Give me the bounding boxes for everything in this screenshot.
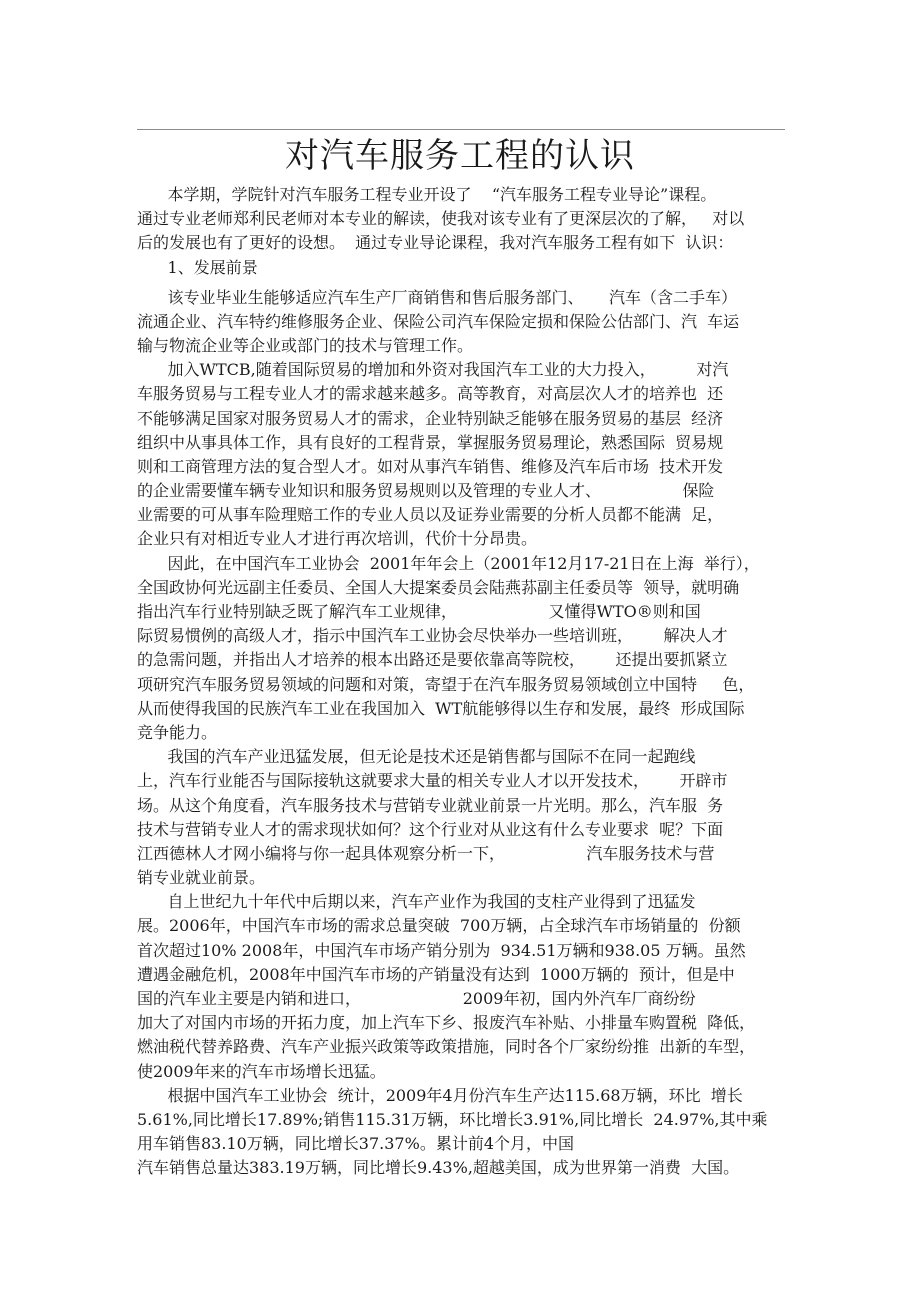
text-line: 输与物流企业等企业或部门的技术与管理工作。 bbox=[137, 335, 474, 355]
text-line: 指出汽车行业特别缺乏既了解汽车工业规律， 又懂得WTO®则和国 bbox=[137, 602, 701, 621]
text-line: 江西德林人才网小编将与你一起具体观察分析一下， 汽车服务技术与营 bbox=[137, 843, 715, 863]
text-line: 加入WTCB,随着国际贸易的增加和外资对我国汽车工业的大力投入， 对汽 bbox=[137, 360, 729, 380]
document-body bbox=[137, 183, 797, 1181]
text-line: 遭遇金融危机，2008年中国汽车市场的产销量没有达到 1000万辆的 预计，但是中 bbox=[137, 964, 735, 984]
text-line: 项研究汽车服务贸易领域的问题和对策，寄望于在汽车服务贸易领域创立中国特 色， bbox=[137, 674, 755, 694]
text-line: 汽车销售总量达383.19万辆，同比增长9.43%,超越美国，成为世界第一消费 大国。 bbox=[137, 1158, 740, 1178]
text-line: 组织中从事具体工作，具有良好的工程背景，掌握服务贸易理论，熟悉国际 贸易规 bbox=[137, 432, 724, 452]
text-line: 因此，在中国汽车工业协会 2001年年会上（2001年12月17-21日在上海 举行）， bbox=[137, 553, 760, 573]
text-line: 则和工商管理方法的复合型人才。如对从事汽车销售、维修及汽车后市场 技术开发 bbox=[137, 456, 724, 476]
text-line: 使2009年来的汽车市场增长迅猛。 bbox=[137, 1061, 386, 1081]
text-line: 竞争能力。 bbox=[137, 722, 218, 742]
text-line: 不能够满足国家对服务贸易人才的需求，企业特别缺乏能够在服务贸易的基层 经济 bbox=[137, 408, 724, 428]
text-line: 流通企业、汽车特约维修服务企业、保险公司汽车保险定损和保险公估部门、汽 车运 bbox=[137, 311, 740, 331]
text-line: 销专业就业前景。 bbox=[137, 868, 266, 888]
text-line: 我国的汽车产业迅猛发展，但无论是技术还是销售都与国际不在同一起跑线 bbox=[137, 747, 696, 767]
text-line: 技术与营销专业人才的需求现状如何？这个行业对从业这有什么专业要求 呢？下面 bbox=[137, 819, 724, 839]
text-line: 业需要的可从事车险理赔工作的专业人员以及证券业需要的分析人员都不能满 足， bbox=[137, 505, 724, 525]
text-line: 企业只有对相近专业人才进行再次培训，代价十分昂贵。 bbox=[137, 529, 538, 549]
header-rule bbox=[137, 129, 785, 130]
text-line: 用车销售83.10万辆，同比增长37.37%。累计前4个月，中国 bbox=[137, 1134, 574, 1154]
text-line: 展。2006年，中国汽车市场的需求总量突破 700万辆，占全球汽车市场销量的 份额 bbox=[137, 916, 741, 936]
text-line: 燃油税代替养路费、汽车产业振兴政策等政策措施，同时各个厂家纷纷推 出新的车型， bbox=[137, 1037, 756, 1057]
text-line: 际贸易惯例的高级人才，指示中国汽车工业协会尽快举办一些培训班， 解决人才 bbox=[137, 626, 728, 646]
text-line: 该专业毕业生能够适应汽车生产厂商销售和售后服务部门、 汽车（含二手车） bbox=[137, 287, 737, 307]
text-line: 加大了对国内市场的开拓力度，加上汽车下乡、报废汽车补贴、小排量车购置税 降低， bbox=[137, 1013, 756, 1033]
text-line: 通过专业老师郑利民老师对本专业的解读，使我对该专业有了更深层次的了解， 对以 bbox=[137, 209, 745, 229]
text-line: 的急需问题，并指出人才培养的根本出路还是要依靠高等院校， 还提出要抓紧立 bbox=[137, 650, 728, 670]
text-line: 5.61%,同比增长17.89%;销售115.31万辆，环比增长3.91%,同比增长 24.97%,其中乘 bbox=[137, 1109, 768, 1129]
text-line: 首次超过10% 2008年，中国汽车市场产销分别为 934.51万辆和938.05 万辆。虽然 bbox=[137, 940, 746, 960]
text-line: 后的发展也有了更好的设想。 通过专业导论课程，我对汽车服务工程有如下 认识： bbox=[137, 233, 734, 253]
text-line: 车服务贸易与工程专业人才的需求越来越多。高等教育，对高层次人才的培养也 还 bbox=[137, 384, 724, 404]
text-line: 1、发展前景 bbox=[137, 257, 258, 277]
text-line: 上，汽车行业能否与国际接轨这就要求大量的相关专业人才以开发技术， 开辟市 bbox=[137, 771, 728, 791]
text-line: 国的汽车业主要是内销和进口， 2009年初，国内外汽车厂商纷纷 bbox=[137, 989, 696, 1008]
text-line: 场。从这个角度看，汽车服务技术与营销专业就业前景一片光明。那么，汽车服 务 bbox=[137, 795, 724, 815]
text-line: 根据中国汽车工业协会 统计，2009年4月份汽车生产达115.68万辆，环比 增长 bbox=[137, 1085, 743, 1105]
text-line: 从而使得我国的民族汽车工业在我国加入 WT航能够得以生存和发展，最终 形成国际 bbox=[137, 698, 745, 718]
document-title: 对汽车服务工程的认识 bbox=[285, 136, 635, 176]
text-line: 本学期，学院针对汽车服务工程专业开设了 “汽车服务工程专业导论”课程。 bbox=[137, 185, 717, 204]
text-line: 自上世纪九十年代中后期以来，汽车产业作为我国的支柱产业得到了迅猛发 bbox=[137, 892, 696, 912]
text-line: 全国政协何光远副主任委员、全国人大提案委员会陆燕荪副主任委员等 领导，就明确 bbox=[137, 577, 740, 597]
text-line: 的企业需要懂车辆专业知识和服务贸易规则以及管理的专业人才、 保险 bbox=[137, 481, 715, 501]
